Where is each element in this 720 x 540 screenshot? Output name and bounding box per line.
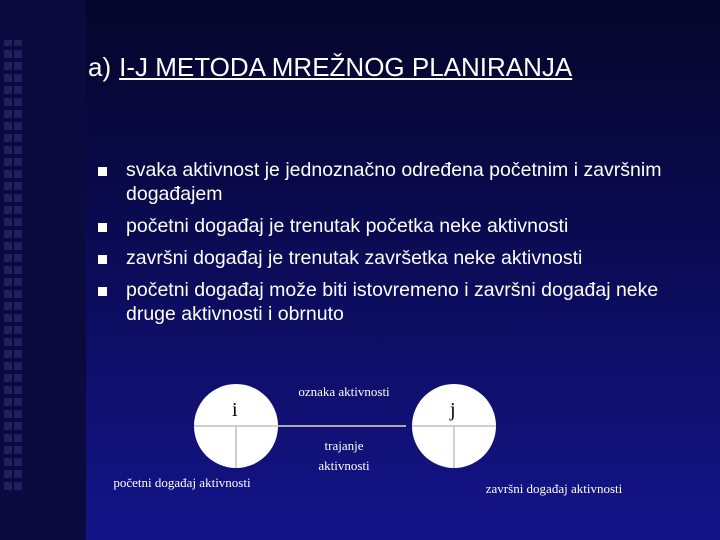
- bullet-list: [98, 158, 698, 334]
- bullet-item: [98, 278, 698, 326]
- start-event-caption: početni događaj aktivnosti: [113, 475, 251, 490]
- bullet-item: [98, 214, 698, 238]
- start-event-node: [194, 384, 278, 468]
- end-event-caption: završni događaj aktivnosti: [485, 481, 623, 496]
- bullet-text: završni događaj je trenutak završetka neke aktivnosti: [126, 247, 583, 269]
- bullet-square-icon: [98, 167, 107, 176]
- bullet-text: početni događaj je trenutak početka neke aktivnosti: [126, 215, 569, 237]
- bullet-square-icon: [98, 255, 107, 264]
- title-prefix: a): [88, 52, 112, 82]
- duration-label-line2: aktivnosti: [318, 458, 370, 473]
- bullet-text: početni događaj može biti istovremeno i završni događaj neke druge aktivnosti i obrnuto: [126, 279, 659, 325]
- bullet-square-icon: [98, 223, 107, 232]
- ij-network-diagram: [0, 360, 720, 540]
- bullet-text: svaka aktivnost je jednoznačno određena početnim i završnim događajem: [126, 159, 662, 205]
- slide-title: [88, 52, 710, 83]
- end-event-node: [412, 384, 496, 468]
- title-text: I-J METODA MREŽNOG PLANIRANJA: [119, 52, 573, 82]
- end-node-label: j: [450, 399, 456, 421]
- activity-label: oznaka aktivnosti: [298, 384, 390, 399]
- start-node-label: i: [232, 399, 238, 421]
- bullet-item: [98, 158, 698, 206]
- bullet-square-icon: [98, 287, 107, 296]
- bullet-item: [98, 246, 698, 270]
- duration-label-line1: trajanje: [324, 438, 364, 453]
